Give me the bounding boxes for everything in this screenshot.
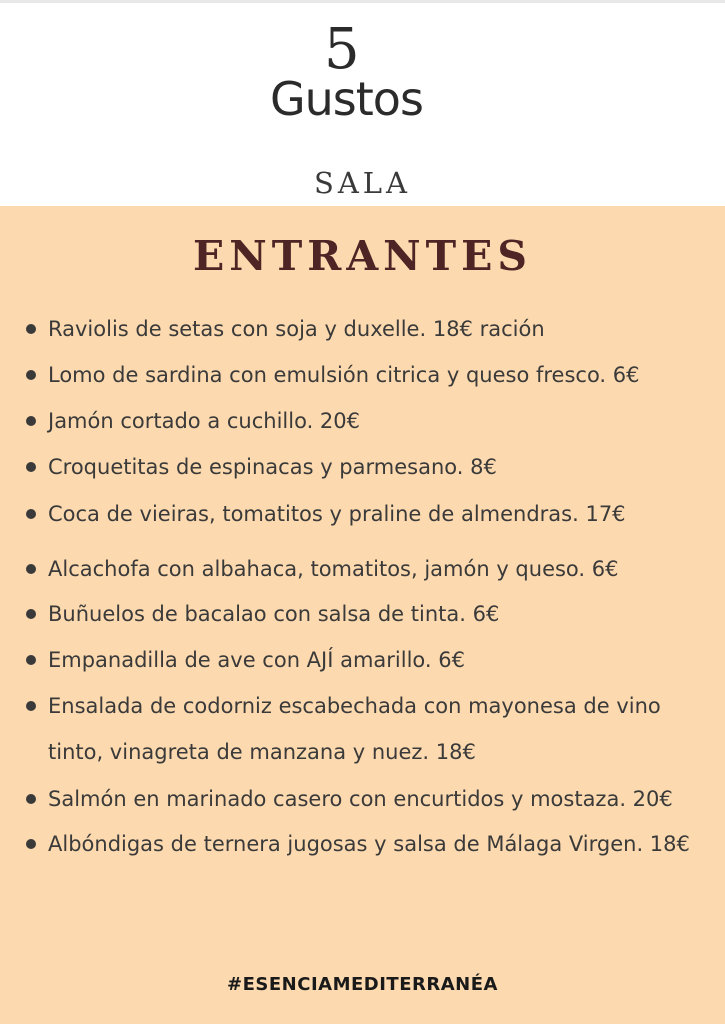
menu-item-text: Raviolis de setas con soja y duxelle. 18€ ración — [48, 317, 545, 341]
bullet-icon — [26, 839, 36, 849]
menu-item-text: Empanadilla de ave con AJÍ amarillo. 6€ — [48, 648, 465, 672]
hashtag: #ESENCIAMEDITERRANÉA — [227, 974, 498, 995]
subtitle: SALA — [313, 166, 411, 200]
bullet-icon — [26, 324, 36, 334]
bullet-icon — [26, 655, 36, 665]
bullet-icon — [26, 564, 36, 574]
menu-item-text: Croquetitas de espinacas y parmesano. 8€ — [48, 455, 497, 479]
menu-item-text: Lomo de sardina con emulsión citrica y queso fresco. 6€ — [48, 363, 640, 387]
bullet-icon — [26, 416, 36, 426]
header — [0, 0, 725, 206]
menu-item-text: Buñuelos de bacalao con salsa de tinta. 6€ — [48, 602, 500, 626]
menu-item-text: Alcachofa con albahaca, tomatitos, jamón y queso. 6€ — [48, 557, 619, 581]
top-divider — [0, 0, 725, 3]
menu-item-text: Salmón en marinado casero con encurtidos y mostaza. 20€ — [48, 787, 673, 811]
bullet-icon — [26, 609, 36, 619]
menu-item-text: Albóndigas de ternera jugosas y salsa de Málaga Virgen. 18€ — [48, 832, 690, 856]
logo — [262, 17, 472, 154]
menu-item-text: Ensalada de codorniz escabechada con mayonesa de vino tinto, vinagreta de manzana y nuez. 18€ — [48, 694, 661, 764]
bullet-icon — [26, 794, 36, 804]
menu-item-text: Coca de vieiras, tomatitos y praline de almendras. 17€ — [48, 502, 626, 526]
logo-number: 5 — [324, 17, 360, 82]
menu-item-text: Jamón cortado a cuchillo. 20€ — [48, 409, 361, 433]
section-title: ENTRANTES — [193, 232, 532, 280]
bullet-icon — [26, 509, 36, 519]
logo-word: Gustos — [270, 72, 423, 126]
bullet-icon — [26, 701, 36, 711]
bullet-icon — [26, 370, 36, 380]
bullet-icon — [26, 462, 36, 472]
